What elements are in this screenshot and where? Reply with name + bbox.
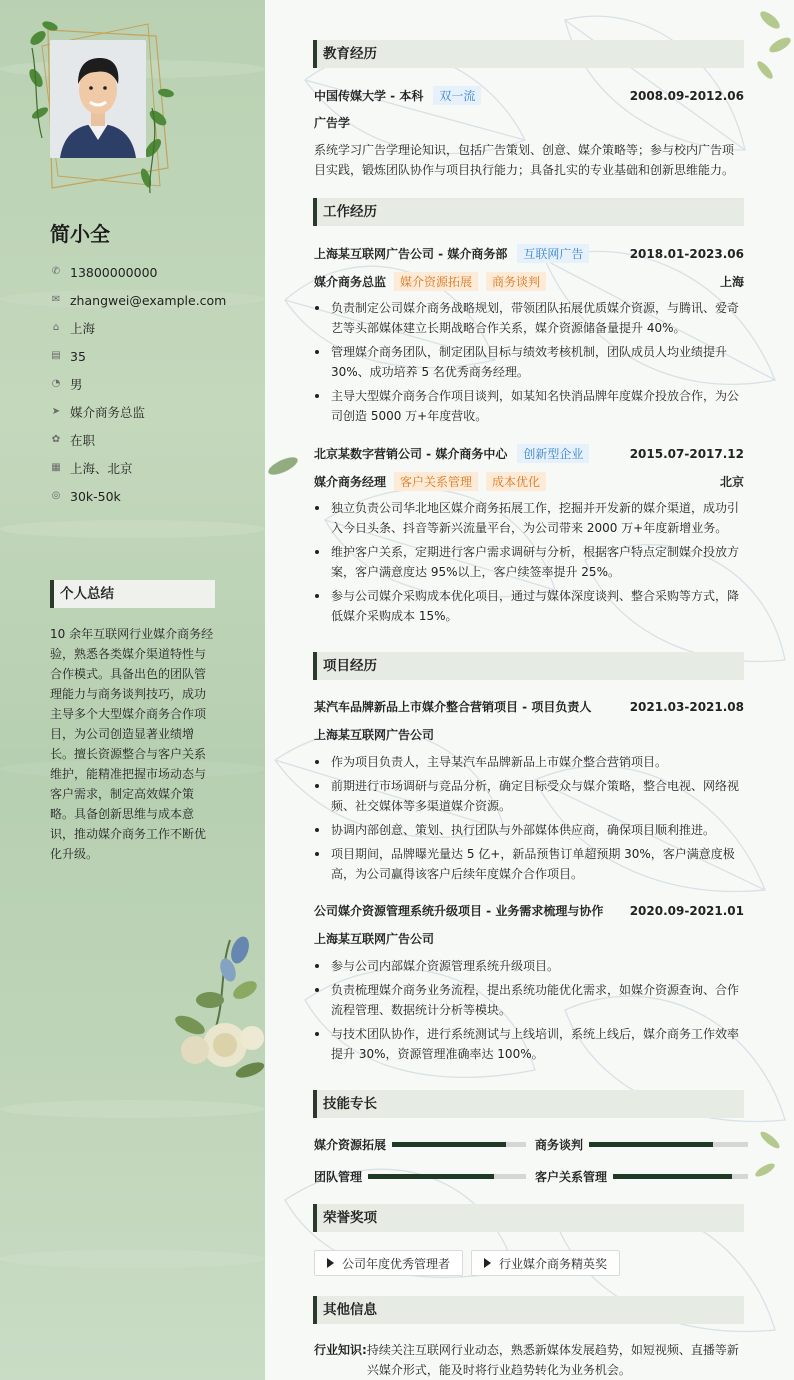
major-name: 广告学 xyxy=(314,116,351,130)
award-name: 行业媒介商务精英奖 xyxy=(499,1256,608,1271)
phone-text: 13800000000 xyxy=(70,264,158,280)
project-1-name: 某汽车品牌新品上市媒介整合营销项目 - 项目负责人 xyxy=(314,700,592,714)
project-1-period: 2021.03-2021.08 xyxy=(629,699,744,714)
location-text: 上海 xyxy=(70,321,96,336)
status-icon: ✿ xyxy=(51,434,61,445)
school-name: 中国传媒大学 - 本科 xyxy=(314,89,424,103)
education-period: 2008.09-2012.06 xyxy=(629,88,744,103)
job-1-role-row xyxy=(314,272,744,291)
project-2-name: 公司媒介资源管理系统升级项目 - 业务需求梳理与协作 xyxy=(314,904,604,918)
list-item: 负责制定公司媒介商务战略规划，带领团队拓展优质媒介资源，与腾讯、爱奇艺等头部媒体建立长期战略合作关系，媒介资源储备量提升 40%。 xyxy=(314,298,744,338)
project-2-header xyxy=(314,902,744,919)
sidebar xyxy=(0,0,265,1380)
job-2-role: 媒介商务经理 xyxy=(314,475,387,489)
contact-info xyxy=(50,258,250,510)
list-item: 与技术团队协作，进行系统测试与上线培训，系统上线后，媒介商务工作效率提升 30%，资源管理准确率达 100%。 xyxy=(314,1024,744,1064)
education-row xyxy=(314,86,744,105)
email-text: zhangwei@example.com xyxy=(70,292,227,308)
gender-text: 男 xyxy=(70,377,83,392)
job-1-industry-tag: 互联网广告 xyxy=(517,244,589,263)
position-text: 媒介商务总监 xyxy=(70,405,146,420)
education-desc: 系统学习广告学理论知识，包括广告策划、创意、媒介策略等；参与校内广告项目实践，锻炼团队协作与项目执行能力；具备扎实的专业基础和创新思维能力。 xyxy=(314,143,735,177)
work-heading: 工作经历 xyxy=(313,198,744,226)
skill-bar xyxy=(589,1142,748,1147)
job-2-city: 北京 xyxy=(719,475,744,489)
info-row-email xyxy=(50,286,250,314)
job-2-period: 2015.07-2017.12 xyxy=(629,446,744,461)
award-item xyxy=(314,1250,463,1276)
project-2-org: 上海某互联网广告公司 xyxy=(314,932,435,946)
skill-bar-fill xyxy=(589,1142,713,1147)
send-icon: ➤ xyxy=(51,406,61,417)
cities-text: 上海、北京 xyxy=(70,461,133,476)
info-row-location xyxy=(50,314,250,342)
phone-icon: ✆ xyxy=(51,266,61,277)
skill-name: 商务谈判 xyxy=(535,1138,584,1152)
texture-streak xyxy=(0,1250,265,1268)
skill-bar xyxy=(392,1142,526,1147)
job-2-role-row xyxy=(314,472,744,491)
skill-bar-fill xyxy=(613,1174,732,1179)
avatar-frame xyxy=(28,18,178,198)
list-item: 独立负责公司华北地区媒介商务拓展工作，挖掘并开发新的媒介渠道，成功引入今日头条、抖音等新兴流量平台，为公司带来 2000 万+年度新增业务。 xyxy=(314,498,744,538)
job-1-company: 上海某互联网广告公司 - 媒介商务部 xyxy=(314,247,508,261)
mail-icon: ✉ xyxy=(51,294,61,305)
project-2-org-row xyxy=(314,930,744,947)
job-2-skill-tag: 客户关系管理 xyxy=(394,472,478,491)
info-row-status xyxy=(50,426,250,454)
list-item: 协调内部创意、策划、执行团队与外部媒体供应商，确保项目顺利推进。 xyxy=(314,820,744,840)
project-1-org-row xyxy=(314,726,744,743)
job-1-bullets xyxy=(314,298,744,430)
profile-photo xyxy=(50,40,146,158)
skill-bar xyxy=(368,1174,526,1179)
job-2-skill-tag: 成本优化 xyxy=(486,472,546,491)
project-1-bullets xyxy=(314,752,744,888)
list-item: 管理媒介商务团队，制定团队目标与绩效考核机制，团队成员人均业绩提升 30%、成功培养 5 名优秀商务经理。 xyxy=(314,342,744,382)
triangle-bullet-icon xyxy=(327,1258,334,1268)
skill-name: 客户关系管理 xyxy=(535,1170,608,1184)
job-1-header xyxy=(314,244,744,263)
job-1-skill-tag: 媒介资源拓展 xyxy=(394,272,478,291)
list-item: 参与公司媒介采购成本优化项目，通过与媒体深度谈判、整合采购等方式，降低媒介采购成本 15%。 xyxy=(314,586,744,626)
job-1-skill-tag: 商务谈判 xyxy=(486,272,546,291)
other-label: 行业知识: xyxy=(314,1343,367,1357)
job-2-industry-tag: 创新型企业 xyxy=(517,444,589,463)
texture-streak xyxy=(0,520,265,538)
school-tag: 双一流 xyxy=(433,86,481,105)
skill-item xyxy=(314,1136,526,1153)
salary-icon: ◎ xyxy=(51,490,61,501)
skills-heading: 技能专长 xyxy=(313,1090,744,1118)
list-item: 负责梳理媒介商务业务流程，提出系统功能优化需求，如媒介资源查询、合作流程管理、数据统计分析等模块。 xyxy=(314,980,744,1020)
education-heading: 教育经历 xyxy=(313,40,744,68)
skill-name: 团队管理 xyxy=(314,1170,363,1184)
list-item: 作为项目负责人，主导某汽车品牌新品上市媒介整合营销项目。 xyxy=(314,752,744,772)
job-1-period: 2018.01-2023.06 xyxy=(629,246,744,261)
project-2-period: 2020.09-2021.01 xyxy=(629,903,744,918)
texture-streak xyxy=(0,1100,265,1118)
project-2-bullets xyxy=(314,956,744,1068)
skill-item xyxy=(535,1168,748,1185)
info-row-cities xyxy=(50,454,250,482)
skill-name: 媒介资源拓展 xyxy=(314,1138,387,1152)
list-item: 前期进行市场调研与竞品分析，确定目标受众与媒介策略，整合电视、网络视频、社交媒体等多渠道媒介资源。 xyxy=(314,776,744,816)
skill-item xyxy=(535,1136,748,1153)
award-name: 公司年度优秀管理者 xyxy=(342,1256,451,1271)
salary-text: 30k-50k xyxy=(70,488,121,504)
list-item: 主导大型媒介商务合作项目谈判，如某知名快消品牌年度媒介投放合作，为公司创造 5000 万+年度营收。 xyxy=(314,386,744,426)
gender-icon: ◔ xyxy=(51,378,61,389)
list-item: 维护客户关系，定期进行客户需求调研与分析，根据客户特点定制媒介投放方案，客户满意度达 95%以上，客户续签率提升 25%。 xyxy=(314,542,744,582)
project-1-org: 上海某互联网广告公司 xyxy=(314,728,435,742)
info-row-gender xyxy=(50,370,250,398)
home-icon: ⌂ xyxy=(52,322,60,333)
triangle-bullet-icon xyxy=(484,1258,491,1268)
job-1-city: 上海 xyxy=(719,275,744,289)
job-2-bullets xyxy=(314,498,744,630)
info-row-phone xyxy=(50,258,250,286)
skill-bar-fill xyxy=(368,1174,494,1179)
city-icon: ▦ xyxy=(51,462,61,473)
awards-heading: 荣誉奖项 xyxy=(313,1204,744,1232)
summary-text: 10 余年互联网行业媒介商务经验，熟悉各类媒介渠道特性与合作模式。具备出色的团队管理能力与商务谈判技巧，成功主导多个大型媒介商务合作项目，为公司创造显著业绩增长。擅长资源整合与客户关系维护，能精准把握市场动态与客户需求，制定高效媒介策略。具备创新思维与成本意识，推动媒介商务工作不断优化升级。 xyxy=(50,627,214,861)
other-text: 持续关注互联网行业动态，熟悉新媒体发展趋势，如短视频、直播等新兴媒介形式，能及时将行业趋势转化为业务机会。 xyxy=(366,1343,739,1377)
candidate-name: 简小全 xyxy=(50,222,110,246)
projects-heading: 项目经历 xyxy=(313,652,744,680)
status-text: 在职 xyxy=(70,433,96,448)
job-2-company: 北京某数字营销公司 - 媒介商务中心 xyxy=(314,447,508,461)
flower-decoration xyxy=(170,930,265,1090)
skill-bar-fill xyxy=(392,1142,506,1147)
award-item xyxy=(471,1250,620,1276)
skill-item xyxy=(314,1168,526,1185)
major-row xyxy=(314,114,744,131)
project-1-header xyxy=(314,698,744,715)
other-heading: 其他信息 xyxy=(313,1296,744,1324)
job-2-header xyxy=(314,444,744,463)
other-info-row xyxy=(314,1340,744,1380)
skill-bar xyxy=(613,1174,748,1179)
list-item: 项目期间，品牌曝光量达 5 亿+，新品预售订单超预期 30%，客户满意度极高，为公司赢得该客户后续年度媒介合作项目。 xyxy=(314,844,744,884)
summary-heading: 个人总结 xyxy=(50,580,215,608)
list-item: 参与公司内部媒介资源管理系统升级项目。 xyxy=(314,956,744,976)
age-text: 35 xyxy=(70,348,86,364)
info-row-position xyxy=(50,398,250,426)
info-row-salary xyxy=(50,482,250,510)
job-1-role: 媒介商务总监 xyxy=(314,275,387,289)
info-row-age xyxy=(50,342,250,370)
age-icon: ▤ xyxy=(51,350,61,361)
